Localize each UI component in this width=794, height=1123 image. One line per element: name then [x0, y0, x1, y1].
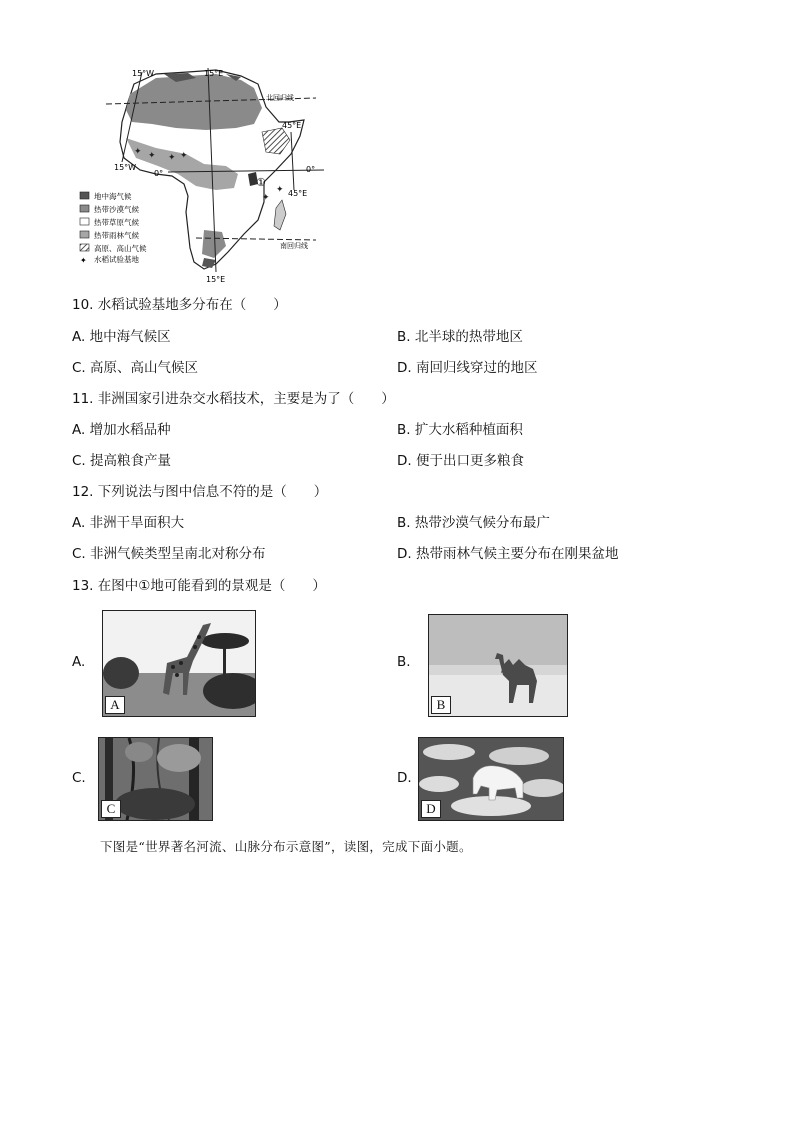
- option-11b[interactable]: B. 扩大水稻种植面积: [397, 422, 523, 438]
- option-12c[interactable]: C. 非洲气候类型呈南北对称分布: [72, 546, 266, 562]
- photo-tag-b: B: [431, 696, 451, 714]
- question-13: 13. 在图中①地可能看到的景观是（ ）: [72, 578, 326, 594]
- option-10c[interactable]: C. 高原、高山气候区: [72, 360, 199, 376]
- photo-savanna-giraffe[interactable]: [102, 610, 256, 717]
- label-15w-left: 15°W: [114, 163, 137, 172]
- label-15w-top: 15°W: [132, 69, 155, 78]
- photo-polar-bear-ice[interactable]: [418, 737, 564, 821]
- option-11a[interactable]: A. 增加水稻品种: [72, 422, 171, 438]
- option-11c[interactable]: C. 提高粮食产量: [72, 453, 172, 469]
- svg-text:✦: ✦: [262, 193, 270, 203]
- svg-text:✦: ✦: [180, 151, 188, 161]
- svg-text:✦: ✦: [276, 185, 284, 195]
- option-10b[interactable]: B. 北半球的热带地区: [397, 329, 523, 345]
- option-13b[interactable]: B.: [397, 654, 411, 670]
- legend-item: 热带草原气候: [94, 218, 139, 227]
- option-13a[interactable]: A.: [72, 654, 86, 670]
- legend-item: 高原、高山气候: [94, 244, 147, 253]
- photo-tag-c: C: [101, 800, 121, 818]
- label-45e-mid: 45°E: [288, 189, 308, 198]
- question-11: 11. 非洲国家引进杂交水稻技术，主要是为了（ ）: [72, 391, 395, 407]
- label-zero-left: 0°: [154, 169, 164, 178]
- photo-desert-camel[interactable]: [428, 614, 568, 717]
- label-45e-top: 45°E: [282, 121, 302, 130]
- svg-text:✦: ✦: [134, 147, 142, 157]
- option-13d[interactable]: D.: [397, 770, 412, 786]
- photo-rainforest[interactable]: [98, 737, 213, 821]
- svg-text:✦: ✦: [168, 153, 176, 163]
- legend-item: 热带沙漠气候: [94, 205, 139, 214]
- option-10d[interactable]: D. 南回归线穿过的地区: [397, 360, 538, 376]
- map-legend: [80, 191, 147, 265]
- option-13c[interactable]: C.: [72, 770, 86, 786]
- question-12: 12. 下列说法与图中信息不符的是（ ）: [72, 484, 328, 500]
- label-zero-right: 0°: [306, 165, 316, 174]
- photo-tag-d: D: [421, 800, 441, 818]
- option-10a[interactable]: A. 地中海气候区: [72, 329, 171, 345]
- option-12d[interactable]: D. 热带雨林气候主要分布在刚果盆地: [397, 546, 619, 562]
- africa-climate-map: [76, 62, 334, 284]
- label-15e-top: 15°E: [204, 69, 224, 78]
- label-tropic-cancer: 北回归线: [266, 94, 294, 102]
- legend-item: 地中海气候: [94, 192, 132, 201]
- next-section-intro: 下图是“世界著名河流、山脉分布示意图”，读图，完成下面小题。: [100, 839, 472, 854]
- label-tropic-capricorn: 南回归线: [280, 242, 308, 250]
- label-15e-bottom: 15°E: [206, 275, 226, 284]
- option-12b[interactable]: B. 热带沙漠气候分布最广: [397, 515, 550, 531]
- option-12a[interactable]: A. 非洲干旱面积大: [72, 515, 185, 531]
- question-10: 10. 水稻试验基地多分布在（ ）: [72, 297, 287, 313]
- legend-item: 热带雨林气候: [94, 231, 139, 240]
- label-circle-one: ①: [256, 176, 266, 189]
- svg-text:✦: ✦: [148, 151, 156, 161]
- photo-tag-a: A: [105, 696, 125, 714]
- option-11d[interactable]: D. 便于出口更多粮食: [397, 453, 524, 469]
- legend-item: 水稻试验基地: [94, 255, 139, 264]
- rice-symbol-icon: ✦: [80, 256, 87, 265]
